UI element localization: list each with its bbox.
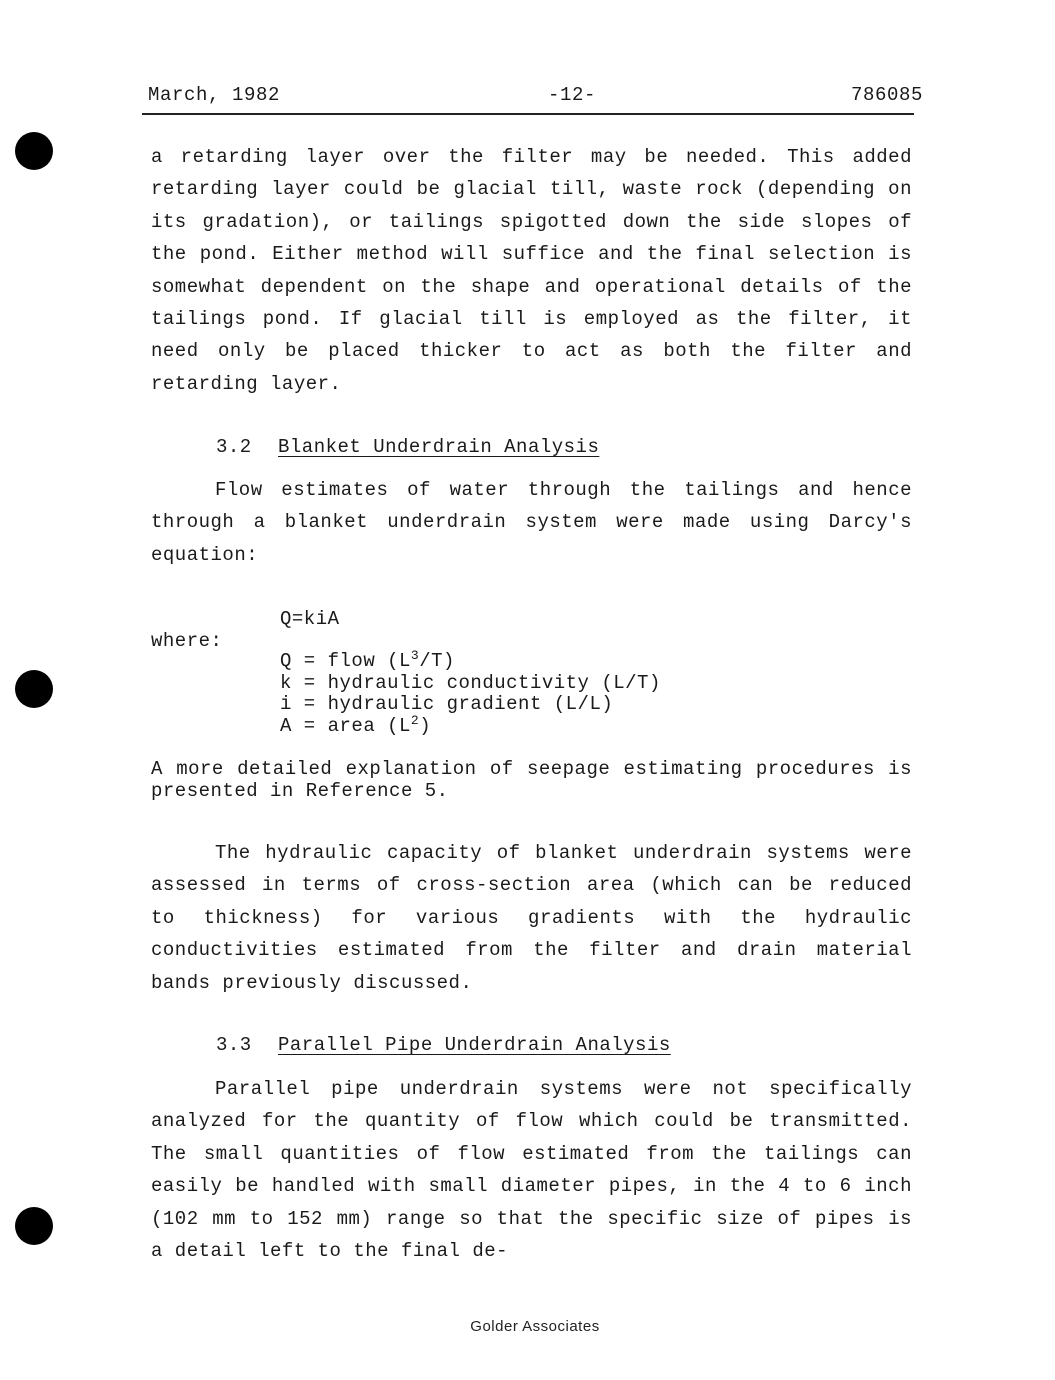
section-title: Blanket Underdrain Analysis bbox=[278, 436, 600, 458]
binder-hole-top bbox=[15, 132, 53, 170]
paragraph-reference: A more detailed explanation of seepage estimating procedures is presented in Reference 5. bbox=[151, 758, 912, 802]
binder-hole-bottom bbox=[15, 1207, 53, 1245]
paragraph-parallel-pipe: Parallel pipe underdrain systems were not specifically analyzed for the quantity of flow which could be transmitted. The small quantities of flow estimated from the tailings can easily be handled with small diameter pipes, in the 4 to 6 inch (102 mm to 152 mm) range so that the specific size of pipes is a detail left to the final de- bbox=[151, 1078, 912, 1263]
header-document-number: 786085 bbox=[850, 84, 923, 106]
section-heading-3-3 bbox=[216, 1034, 671, 1056]
darcy-equation: Q=kiA bbox=[280, 608, 340, 630]
header-page-number: -12- bbox=[548, 84, 597, 106]
definition-i: i = hydraulic gradient (L/L) bbox=[280, 693, 614, 715]
section-number: 3.3 bbox=[216, 1034, 252, 1056]
paragraph-retarding-layer: a retarding layer over the filter may be needed. This added retarding layer could be glacial till, waste rock (depending on its gradation), or tailings spigotted down the side slopes of the pond. Either method will suffice and the final selection is somewhat dependent on the shape and operational details of the tailings pond. If glacial till is employed as the filter, it need only be placed thicker to act as both the filter and retarding layer. bbox=[151, 146, 912, 395]
definition-k: k = hydraulic conductivity (L/T) bbox=[280, 671, 661, 694]
paragraph-hydraulic-capacity: The hydraulic capacity of blanket underdrain systems were assessed in terms of cross-section area (which can be reduced to thickness) for various gradients with the hydraulic conductivities estimated from the filter and drain material bands previously discussed. bbox=[151, 842, 912, 994]
header-rule bbox=[142, 113, 914, 115]
section-title: Parallel Pipe Underdrain Analysis bbox=[278, 1034, 671, 1056]
where-label: where: bbox=[151, 630, 223, 652]
section-heading-3-2 bbox=[216, 436, 599, 458]
section-number: 3.2 bbox=[216, 436, 252, 458]
variable-definitions bbox=[280, 648, 661, 737]
page-header bbox=[148, 84, 923, 112]
paragraph-flow-estimates: Flow estimates of water through the tailings and hence through a blanket underdrain system were made using Darcy's equation: bbox=[151, 479, 912, 566]
page-footer: Golder Associates bbox=[470, 1318, 600, 1335]
binder-hole-middle bbox=[15, 670, 53, 708]
header-date: March, 1982 bbox=[148, 84, 281, 106]
definition-a: A = area $(L^2)$ bbox=[280, 712, 432, 737]
definition-q: Q = flow $(L^3/T)$ bbox=[280, 648, 455, 672]
